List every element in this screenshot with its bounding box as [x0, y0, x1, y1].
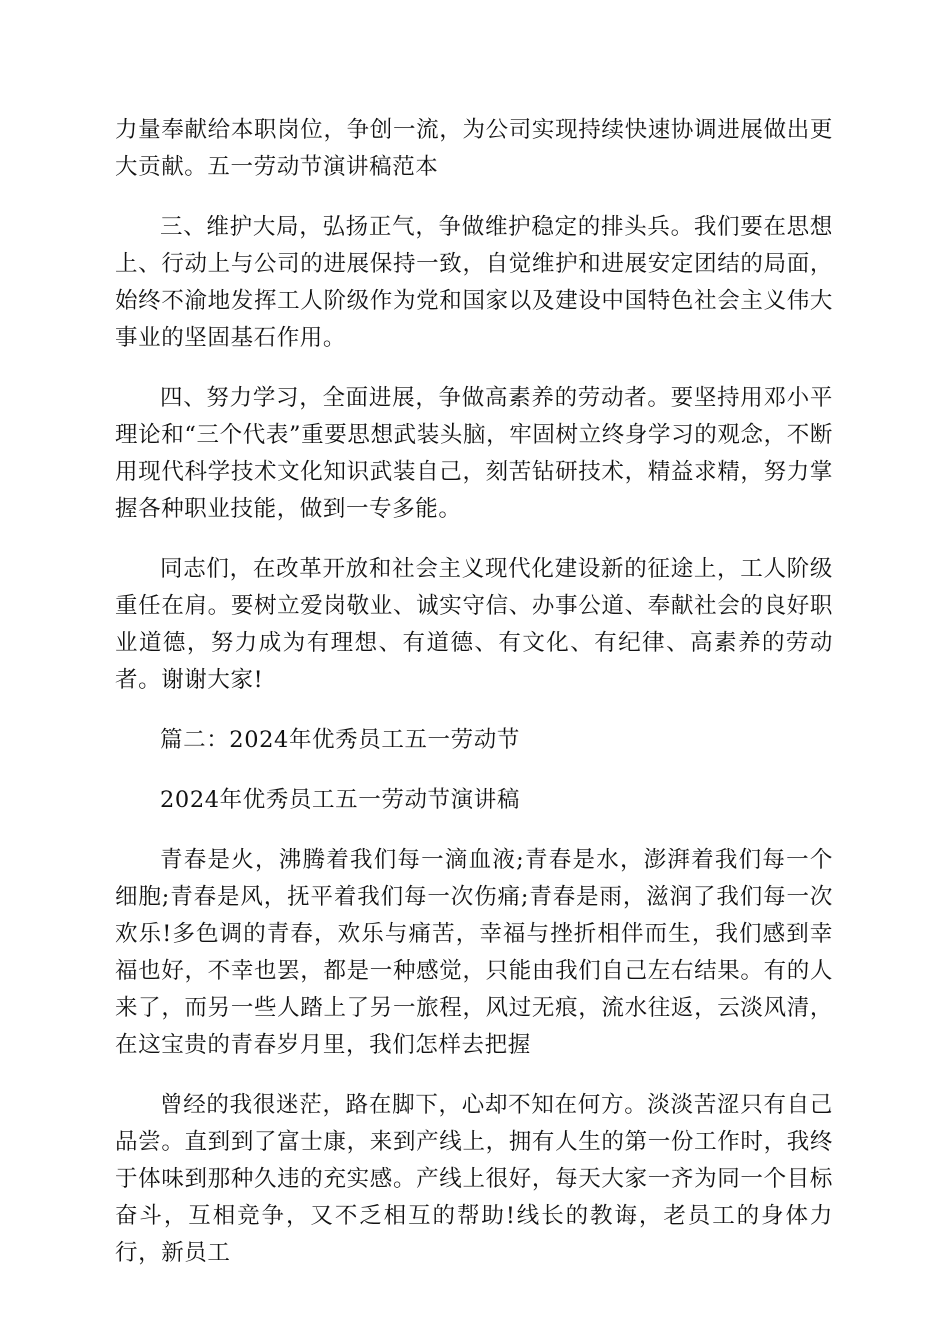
paragraph-contribution-continued: 力量奉献给本职岗位，争创一流，为公司实现持续快速协调进展做出更大贡献。五一劳动节演讲稿范本 [115, 117, 833, 180]
paragraph-point-four: 四、努力学习，全面进展，争做高素养的劳动者。要坚持用邓小平理论和“三个代表”重要思想武装头脑，牢固树立终身学习的观念，不断用现代科学技术文化知识武装自己，刻苦钻研技术，精益求精，努力掌握各种职业技能，做到一专多能。 [115, 385, 833, 522]
paragraph-youth: 青春是火，沸腾着我们每一滴血液;青春是水，澎湃着我们每一个细胞;青春是风，抚平着我们每一次伤痛;青春是雨，滋润了我们每一次欢乐!多色调的青春，欢乐与痛苦，幸福与挫折相伴而生，我们感到幸福也好，不幸也罢，都是一种感觉，只能由我们自己左右结果。有的人来了，而另一些人踏上了另一旅程，风过无痕，流水往返，云淡风清，在这宝贵的青春岁月里，我们怎样去把握 [115, 847, 833, 1058]
speech-title: 2024年优秀员工五一劳动节演讲稿 [160, 787, 520, 813]
document-page [115, 112, 833, 1272]
paragraph-point-three: 三、维护大局，弘扬正气，争做维护稳定的排头兵。我们要在思想上、行动上与公司的进展保持一致，自觉维护和进展安定团结的局面，始终不渝地发挥工人阶级作为党和国家以及建设中国特色社会主义伟大事业的坚固基石作用。 [115, 214, 833, 351]
paragraph-closing-remarks: 同志们，在改革开放和社会主义现代化建设新的征途上，工人阶级重任在肩。要树立爱岗敬业、诚实守信、办事公道、奉献社会的良好职业道德，努力成为有理想、有道德、有文化、有纪律、高素养的劳动者。谢谢大家! [115, 556, 833, 693]
section-heading-part-two: 篇二：2024年优秀员工五一劳动节 [160, 727, 520, 753]
paragraph-foxconn-experience: 曾经的我很迷茫，路在脚下，心却不知在何方。淡淡苦涩只有自己品尝。直到到了富士康，来到产线上，拥有人生的第一份工作时，我终于体味到那种久违的充实感。产线上很好，每天大家一齐为同一个目标奋斗，互相竞争，又不乏相互的帮助!线长的教诲，老员工的身体力行，新员工 [115, 1092, 833, 1266]
